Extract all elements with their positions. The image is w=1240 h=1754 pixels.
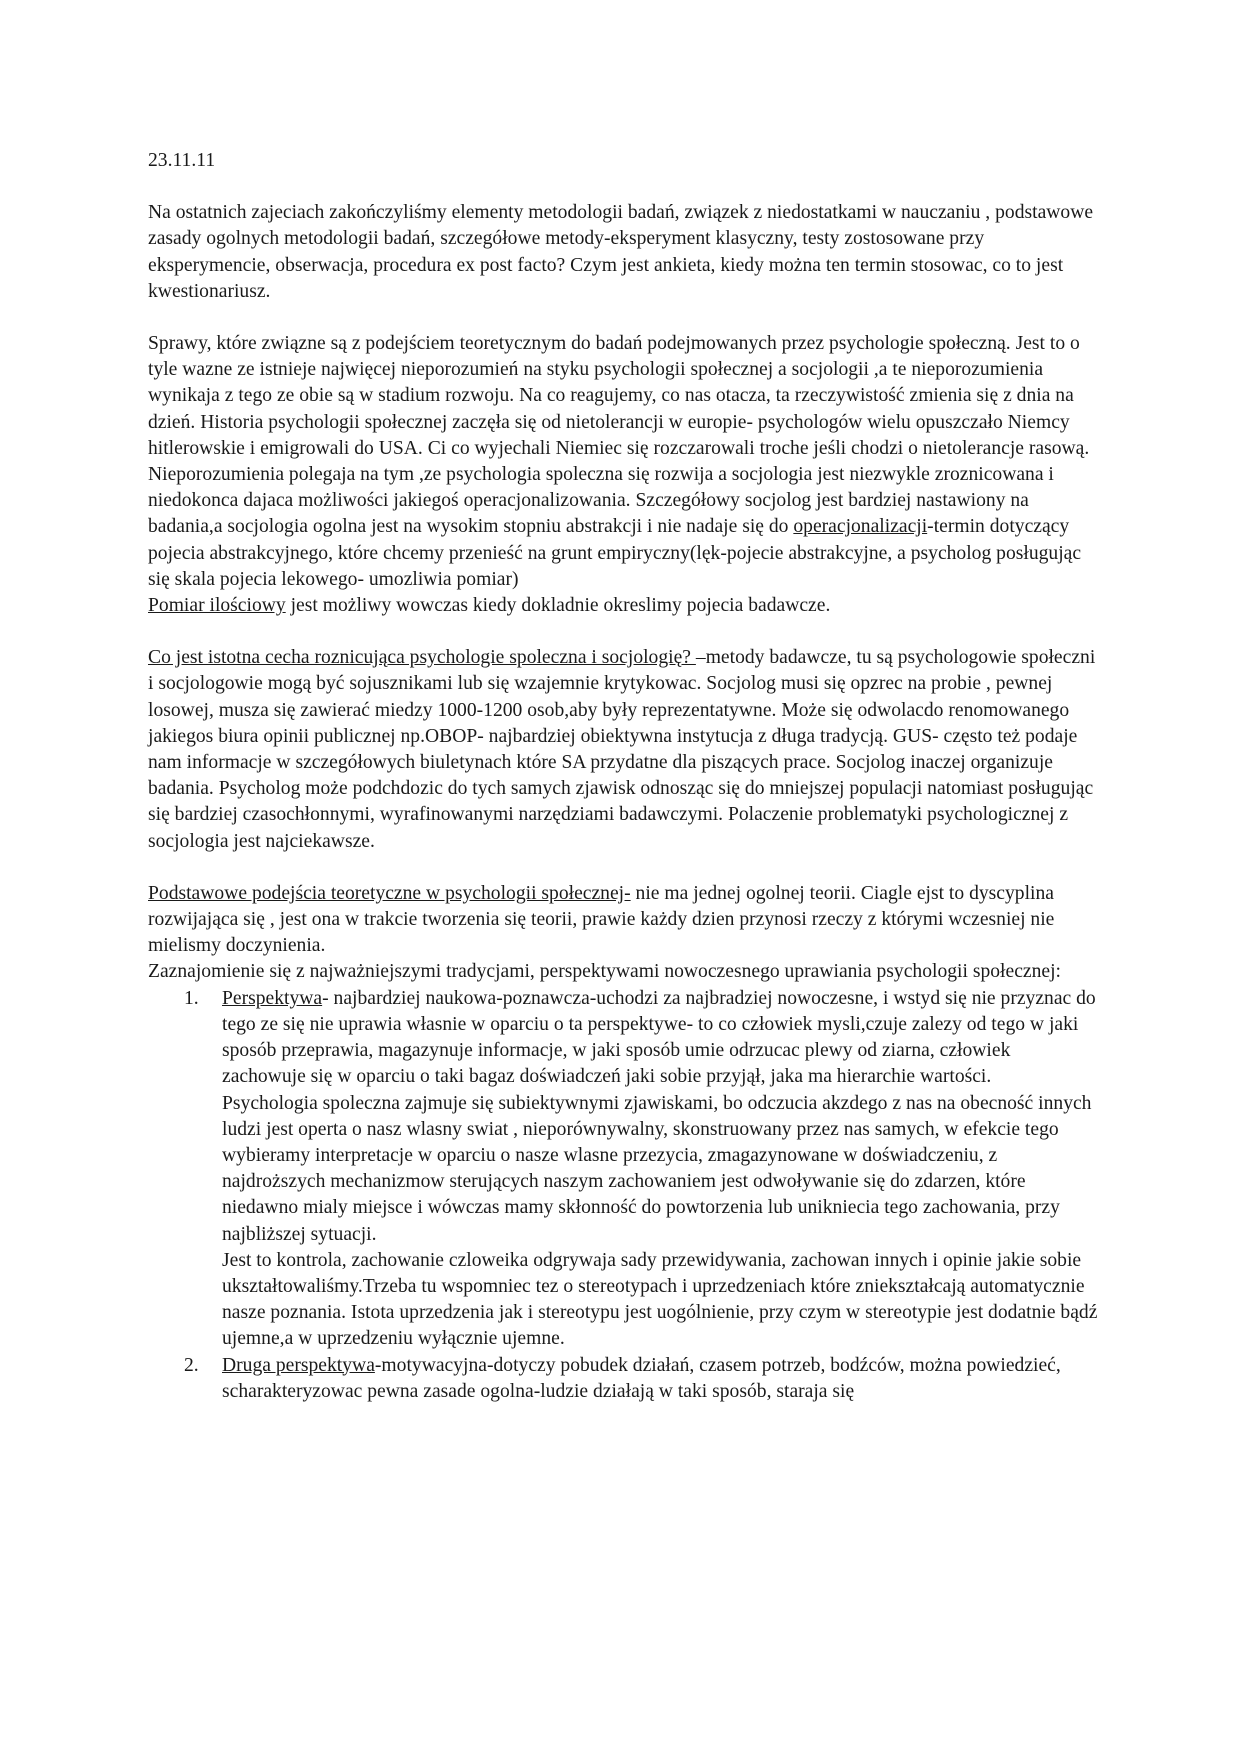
paragraph-intro: Na ostatnich zajeciach zakończyliśmy elementy metodologii badań, związek z niedostatkami w nauczaniu , podstawowe zasady ogolnych metodologii badań, szczegółowe metody-eksperyment klasyczny, testy zostosowane przy eksperymencie, obserwacja, procedura ex post facto? Czym jest ankieta, kiedy można ten termin stosowac, co to jest kwestionariusz. [148, 202, 1094, 302]
list-item-paragraph: Jest to kontrola, zachowanie czloweika odgrywaja sady przewidywania, zachowan innych i opinie jakie sobie ukształtowaliśmy.Trzeba tu wspomniec tez o stereotypach i uprzedzeniach które zniekształcają automatycznie nasze poznania. Istota uprzedzenia jak i stereotypu jest uogólnienie, przy czym w stereotypie jest dodatnie bądź ujemne,a w uprzedzeniu wyłącznie ujemne. [222, 1249, 1098, 1350]
document-date: 23.11.11 [148, 150, 216, 171]
list-item-text [222, 986, 1098, 1091]
paragraph-text: Nieporozumienia polegaja na tym ,ze psychologia spoleczna się rozwija a socjologia jest niezwykle zroznicowana i niedokonca dajaca możliwości jakiegoś operacjonalizowania. Szczegółowy socjolog jest bardziej nastawiony na badania,a socjologia ogolna jest na wysokim stopniu abstrakcji i nie nadaje się do [148, 464, 1054, 538]
paragraph-text: - najbardziej naukowa-poznawcza-uchodzi za najbradziej nowoczesne, i wstyd się nie przyznac do tego ze się nie uprawia własnie w oparciu o ta perspektywe- to co człowiek mysli,czuje zalezy od tego w jaki sposób przeprawia, magazynuje informacje, w jaki sposób umie odrzucac plewy od ziarna, człowiek zachowuje się w oparciu o taki bagaz doświadczeń jaki sobie przyjął, jaka ma hierarchie wartości. [222, 987, 1096, 1088]
perspectives-list [148, 986, 1098, 1405]
list-number: 1. [184, 987, 199, 1009]
underlined-term: operacjonalizacji [793, 516, 928, 538]
paragraph-text: -termin dotyczący pojecia abstrakcyjnego, które chcemy przenieść na grunt empiryczny(lęk-pojecie abstrakcyjne, a psycholog posługując się skala pojecia lekowego- umozliwia pomiar) [148, 516, 1082, 590]
paragraph-approaches [148, 881, 1098, 960]
paragraph-text: nie ma jednej ogolnej teorii. Ciagle ejst to dyscyplina rozwijająca się , jest ona w trakcie tworzenia się teorii, prawie każdy dzien przynosi rzeczy z którymi wczesniej nie mielismy doczynienia. [148, 882, 1055, 957]
underlined-term: Druga perspektywa [222, 1354, 375, 1376]
underlined-term: Perspektywa [222, 987, 323, 1009]
list-number: 2. [184, 1354, 199, 1376]
underlined-term: Pomiar ilościowy [148, 595, 286, 617]
paragraph-theory: Sprawy, które związne są z podejściem teoretycznym do badań podejmowanych przez psychologie społeczną. Jest to o tyle wazne ze istnieje najwięcej nieporozumień na styku psychologii społecznej a socjologii ,a te nieporozumienia wynikaja z tego ze obie są w stadium rozwoju. Na co reagujemy, co nas otacza, ta rzeczywistość zmienia się z dnia na dzień. Historia psychologii społecznej zaczęła się od nietolerancji w europie- psychologów wielu opuszczało Niemcy hitlerowskie i emigrowali do USA. Ci co wyjechali Niemiec się rozczarowali troche jeśli chodzi o nietolerancje rasową. [148, 333, 1090, 459]
paragraph-text: jest możliwy wowczas kiedy dokladnie okreslimy pojecia badawcze. [285, 595, 831, 617]
paragraph-text: –metody badawcze, tu są psychologowie społeczni i socjologowie mogą być sojusznikami lub się wzajemnie krytykowac. Socjolog musi się opzrec na probie , pewnej losowej, musza się zawierać miedzy 1000-1200 osob,aby były reprezentatywne. Może się odwolacdo renomowanego jakiegos biura opinii publicznej np.OBOP- najbardziej obiektywna instytucja z długa tradycją. GUS- często też podaje nam informacje w szczegółowych biuletynach które SA przydatne dla piszących prace. Socjolog inaczej organizuje badania. Psycholog może podchdozic do tych samych zjawisk odnosząc się do mniejszej populacji natomiast posługując się bardziej czasochłonnymi, wyrafinowanymi narzędziami badawczymi. Polaczenie problematyki psychologicznej z socjologia jest najciekawsze. [148, 647, 1096, 852]
underlined-heading: Podstawowe podejścia teoretyczne w psychologii społecznej- [148, 882, 631, 904]
paragraph-measurement [148, 593, 1098, 619]
document-page [148, 148, 1098, 1405]
list-item-paragraph: Psychologia spoleczna zajmuje się subiektywnymi zjawiskami, bo odczucia akzdego z nas na obecność innych ludzi jest operta o nasz wlasny swiat , nieporównywalny, skonstruowany przez nas samych, w efekcie tego wybieramy interpretacje w oparciu o nasze wlasne przezycia, zmagazynowane w doświadczeniu, z najdroższych mechanizmow sterujących naszym zachowaniem jest odwoływanie się do zdarzen, które niedawno mialy miejsce i wówczas mamy skłonność do powtorzenia lub unikniecia tego zachowania, przy najbliższej sytuacji. [222, 1092, 1092, 1245]
underlined-question: Co jest istotna cecha roznicująca psychologie spoleczna i socjologię? [148, 647, 696, 669]
paragraph-methods [148, 645, 1098, 855]
list-item [148, 986, 1098, 1353]
paragraph-traditions: Zaznajomienie się z najważniejszymi tradycjami, perspektywami nowoczesnego uprawiania psychologii społecznej: [148, 961, 1061, 983]
paragraph-text: -motywacyjna-dotyczy pobudek działań, czasem potrzeb, bodźców, można powiedzieć, scharakteryzowac pewna zasade ogolna-ludzie działają w taki sposób, staraja się [222, 1354, 1061, 1402]
list-item [148, 1353, 1098, 1405]
list-item-text [222, 1353, 1098, 1405]
paragraph-misunderstandings [148, 462, 1098, 593]
